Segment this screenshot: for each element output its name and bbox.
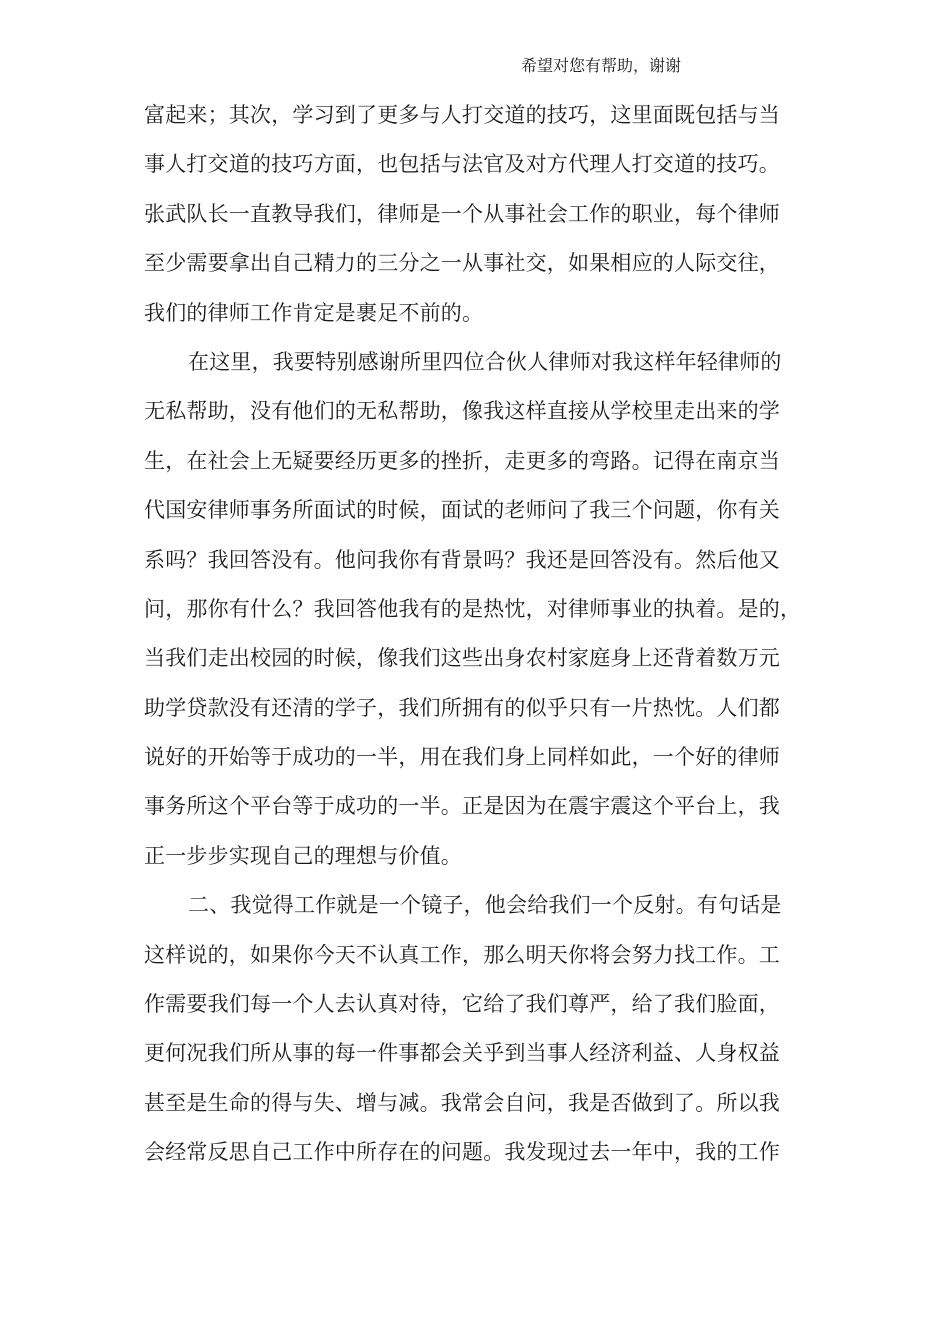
text-line: 富起来；其次，学习到了更多与人打交道的技巧，这里面既包括与当 (144, 103, 780, 127)
text-line: 更何况我们所从事的每一件事都会关乎到当事人经济利益、人身权益 (144, 1041, 780, 1066)
body-text (144, 91, 824, 1178)
text-line: 系吗？我回答没有。他问我你有背景吗？我还是回答没有。然后他又 (144, 547, 780, 572)
text-line: 事务所这个平台等于成功的一半。正是因为在震宇震这个平台上，我 (144, 794, 780, 819)
text-line: 至少需要拿出自己精力的三分之一从事社交，如果相应的人际交往， (144, 251, 780, 276)
paragraph-first-line: 二、我觉得工作就是一个镜子，他会给我们一个反射。有句话是 (188, 893, 782, 918)
text-line: 作需要我们每一个人去认真对待，它给了我们尊严，给了我们脸面， (144, 992, 780, 1017)
text-line: 助学贷款没有还清的学子，我们所拥有的似乎只有一片热忱。人们都 (144, 695, 780, 720)
text-line: 生，在社会上无疑要经历更多的挫折，走更多的弯路。记得在南京当 (144, 448, 780, 473)
text-line: 无私帮助，没有他们的无私帮助，像我这样直接从学校里走出来的学 (144, 399, 780, 424)
header-note: 希望对您有帮助，谢谢 (521, 56, 682, 75)
text-line: 会经常反思自己工作中所存在的问题。我发现过去一年中，我的工作 (144, 1140, 780, 1165)
text-line: 这样说的，如果你今天不认真工作，那么明天你将会努力找工作。工 (144, 942, 780, 967)
paragraph-first-line: 在这里，我要特别感谢所里四位合伙人律师对我这样年轻律师的 (188, 349, 782, 374)
text-line: 代国安律师事务所面试的时候，面试的老师问了我三个问题，你有关 (144, 498, 780, 523)
text-line: 当我们走出校园的时候，像我们这些出身农村家庭身上还背着数万元 (144, 646, 780, 671)
text-line: 说好的开始等于成功的一半，用在我们身上同样如此，一个好的律师 (144, 745, 780, 770)
text-line: 甚至是生命的得与失、增与减。我常会自问，我是否做到了。所以我 (144, 1090, 780, 1115)
text-line: 张武队长一直教导我们，律师是一个从事社会工作的职业，每个律师 (144, 201, 780, 226)
text-line: 问，那你有什么？我回答他我有的是热忱，对律师事业的执着。是的， (144, 596, 802, 621)
text-line: 事人打交道的技巧方面，也包括与法官及对方代理人打交道的技巧。 (144, 152, 780, 177)
text-line: 正一步步实现自己的理想与价值。 (144, 843, 462, 868)
text-line: 我们的律师工作肯定是裹足不前的。 (144, 300, 484, 325)
